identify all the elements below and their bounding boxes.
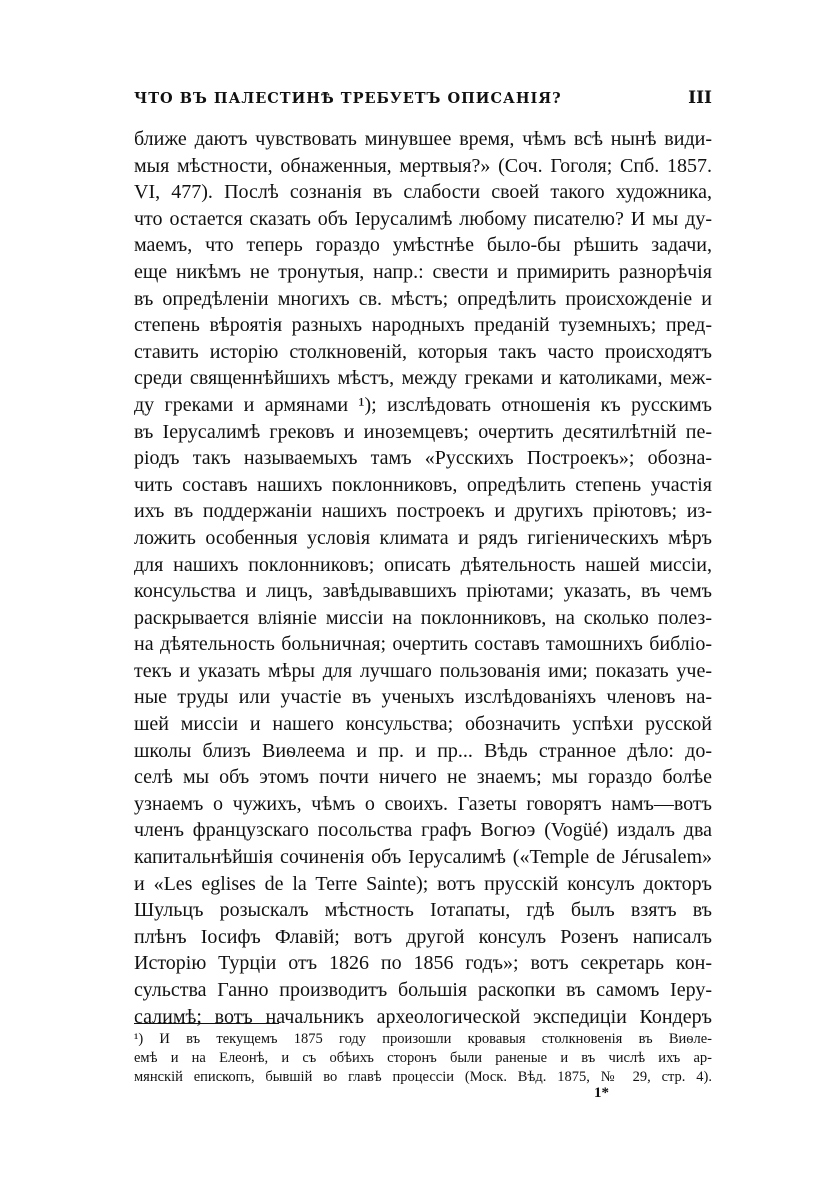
text-line: капитальнѣйшія сочиненія объ Іерусалимѣ («Temple de Jérusalem»	[134, 846, 712, 869]
text-line: на дѣятельность больничная; очертить составъ тамошнихъ библіо-	[134, 633, 712, 656]
text-line: селѣ мы объ этомъ почти ничего не знаемъ; мы гораздо болѣе	[134, 766, 712, 789]
page-number: III	[688, 88, 712, 108]
footnote-divider	[134, 1023, 279, 1024]
footnote	[134, 1030, 712, 1087]
text-line: салимѣ; вотъ начальникъ археологической экспедиціи Кондеръ	[134, 1005, 712, 1028]
text-line: Шульцъ розыскалъ мѣстность Іотапаты, гдѣ былъ взятъ въ	[134, 899, 712, 922]
text-line: что остается сказать объ Іерусалимѣ любому писателю? И мы ду-	[134, 207, 712, 230]
body-text	[134, 126, 712, 1030]
text-line: ріодъ такъ называемыхъ тамъ «Русскихъ Построекъ»; обозна-	[134, 447, 712, 470]
text-line: плѣнъ Іосифъ Флавій; вотъ другой консулъ Розенъ написалъ	[134, 925, 712, 948]
footnote-line: мянскій епископъ, бывшій во главѣ процессіи (Моск. Вѣд. 1875, № 29, стр. 4).	[134, 1069, 712, 1085]
text-line: ихъ въ поддержаніи нашихъ построекъ и другихъ пріютовъ; из-	[134, 500, 712, 523]
text-line: ближе даютъ чувствовать минувшее время, чѣмъ всѣ нынѣ види-	[134, 128, 712, 150]
text-line: въ Іерусалимѣ грековъ и иноземцевъ; очертить десятилѣтній пе-	[134, 420, 712, 443]
text-line: маемъ, что теперь гораздо умѣстнѣе было-бы рѣшить задачи,	[134, 234, 712, 257]
text-line: шей миссіи и нашего консульства; обозначить успѣхи русской	[134, 713, 712, 736]
text-line: текъ и указать мѣры для лучшаго пользованія ими; показать уче-	[134, 659, 712, 682]
text-line: мыя мѣстности, обнаженныя, мертвыя?» (Соч. Гоголя; Спб. 1857.	[134, 154, 712, 177]
text-line: ду греками и армянами ¹); изслѣдовать отношенія къ русскимъ	[134, 393, 712, 416]
text-line: чить составъ нашихъ поклонниковъ, опредѣлить степень участія	[134, 473, 712, 496]
text-line: членъ французскаго посольства графъ Вогюэ (Vogüé) издалъ два	[134, 819, 712, 842]
text-line: узнаемъ о чужихъ, чѣмъ о своихъ. Газеты говорятъ намъ—вотъ	[134, 792, 712, 815]
text-line: школы близъ Виѳлеема и пр. и пр... Вѣдь странное дѣло: до-	[134, 739, 712, 762]
running-title: ЧТО ВЪ ПАЛЕСТИНѢ ТРЕБУЕТЪ ОПИСАНІЯ?	[134, 90, 562, 107]
text-line: еще никѣмъ не тронутыя, напр.: свести и примирить разнорѣчія	[134, 260, 712, 283]
text-line: сульства Ганно производитъ большія раскопки въ самомъ Іеру-	[134, 979, 712, 1001]
text-line: степень вѣроятія разныхъ народныхъ преданій туземныхъ; пред-	[134, 314, 712, 337]
signature-mark: 1*	[594, 1085, 609, 1101]
text-line: и «Les eglises de la Terre Sainte); вотъ прусскій консулъ докторъ	[134, 872, 712, 895]
text-line: ные труды или участіе въ ученыхъ изслѣдованіяхъ членовъ на-	[134, 686, 712, 709]
text-line: Исторію Турціи отъ 1826 по 1856 годъ»; вотъ секретарь кон-	[134, 952, 712, 975]
footnote-line: емѣ и на Елеонѣ, и съ обѣихъ сторонъ были раненые и въ числѣ ихъ ар-	[134, 1050, 712, 1066]
text-line: раскрывается вліяніе миссіи на поклонниковъ, на сколько полез-	[134, 606, 712, 629]
footnote-line: ¹) И въ текущемъ 1875 году произошли кровавыя столкновенія въ Виѳле-	[134, 1031, 712, 1047]
text-line: въ опредѣленіи многихъ св. мѣстъ; опредѣлить происхожденіе и	[134, 287, 712, 310]
running-head	[134, 88, 712, 108]
text-line: VI, 477). Послѣ сознанія въ слабости своей такого художника,	[134, 181, 712, 204]
text-line: для нашихъ поклонниковъ; описать дѣятельность нашей миссіи,	[134, 553, 712, 576]
text-line: ставить исторію столкновеній, которыя такъ часто происходятъ	[134, 340, 712, 363]
text-line: среди священнѣйшихъ мѣстъ, между греками и католиками, меж-	[134, 367, 712, 390]
text-line: консульства и лицъ, завѣдывавшихъ пріютами; указать, въ чемъ	[134, 580, 712, 603]
text-line: ложить особенныя условія климата и рядъ гигіеническихъ мѣръ	[134, 526, 712, 549]
